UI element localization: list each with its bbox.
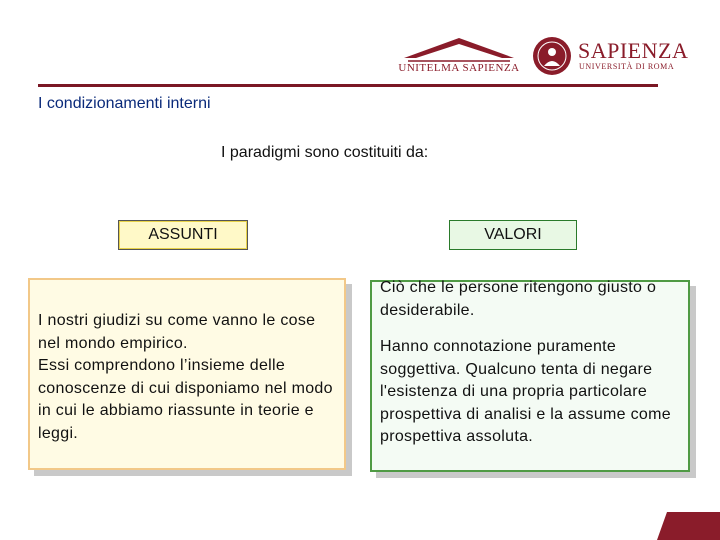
corner-decoration — [627, 512, 720, 540]
slide-intro: I paradigmi sono costituiti da: — [221, 144, 429, 161]
header-divider — [38, 84, 658, 87]
valori-label — [449, 220, 577, 250]
assunti-label-text: ASSUNTI — [148, 226, 218, 243]
sapienza-seal-icon — [532, 36, 572, 76]
unitelma-logo — [398, 36, 520, 82]
sapienza-name: SAPIENZA — [578, 38, 689, 63]
slide-heading: I condizionamenti interni — [38, 95, 211, 112]
assunti-label — [118, 220, 248, 250]
sapienza-subtitle: UNIVERSITÀ DI ROMA — [579, 62, 675, 71]
assunti-text: I nostri giudizi su come vanno le cose nel mondo empirico. Essi comprendono l’insieme delle conoscenze di cui disponiamo nel modo in cui le abbiamo riassunte in teorie e leggi. — [38, 312, 333, 442]
valori-label-text: VALORI — [484, 226, 542, 243]
assunti-box — [28, 278, 346, 470]
unitelma-logo-text: UNITELMA SAPIENZA — [398, 62, 520, 74]
valori-paragraph-1: Ciò che le persone ritengono giusto o desiderabile. — [380, 279, 657, 319]
logo-header — [0, 0, 720, 90]
unitelma-roof-icon — [398, 36, 520, 64]
valori-box — [370, 280, 690, 472]
valori-paragraph-2: Hanno connotazione puramente soggettiva. Qualcuno tenta di negare l'esistenza di una propria particolare prospettiva di analisi e la assume come prospettiva assoluta. — [380, 338, 671, 445]
